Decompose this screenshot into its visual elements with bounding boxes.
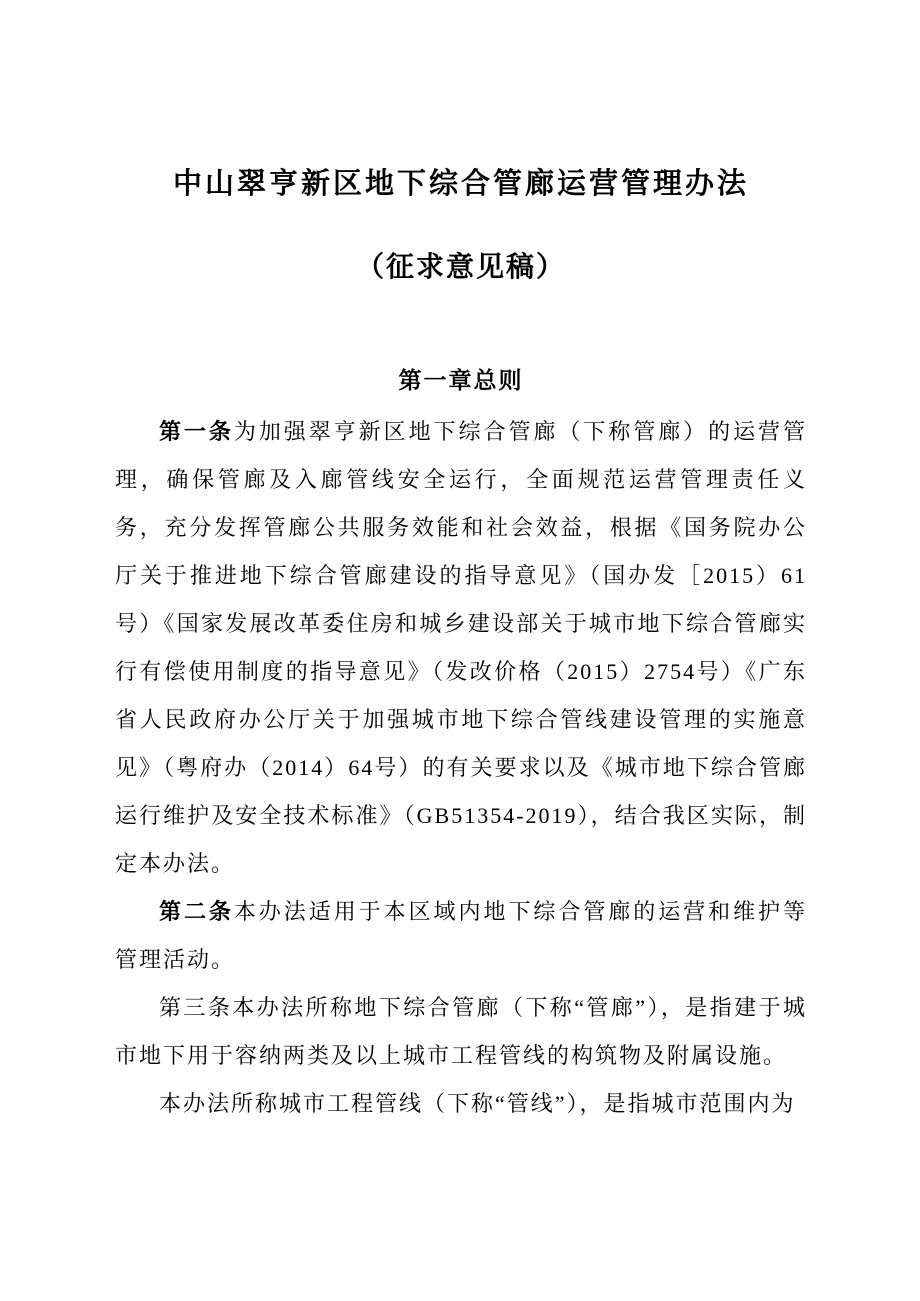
article-3-text: 第三条本办法所称地下综合管廊（下称“管廊”），是指建于城市地下用于容纳两类及以上城市工程管线的构筑物及附属设施。 xyxy=(115,995,808,1068)
paragraph-article-2 xyxy=(115,888,807,984)
chapter-heading: 第一章总则 xyxy=(398,368,524,393)
article-2-text: 本办法适用于本区域内地下综合管廊的运营和维护等管理活动。 xyxy=(115,899,807,972)
paragraph-article-1 xyxy=(115,408,807,888)
document-subtitle: （征求意见稿） xyxy=(355,252,566,283)
paragraph-article-3 xyxy=(115,984,807,1080)
document-body xyxy=(115,408,807,1128)
paragraph-article-3-continued xyxy=(115,1080,807,1128)
document-title: 中山翠亨新区地下综合管廊运营管理办法 xyxy=(172,168,749,200)
article-1-text: 为加强翠亨新区地下综合管廊（下称管廊）的运营管理，确保管廊及入廊管线安全运行，全面规范运营管理责任义务，充分发挥管廊公共服务效能和社会效益，根据《国务院办公厅关于推进地下综合管廊建设的指导意见》（国办发［2015）61号）《国家发展改革委住房和城乡建设部关于城市地下综合管廊实行有偿使用制度的指导意见》（发改价格（2015）2754号）《广东省人民政府办公厅关于加强城市地下综合管线建设管理的实施意见》（粤府办（2014）64号）的有关要求以及《城市地下综合管廊运行维护及安全技术标准》（GB51354-2019），结合我区实际，制定本办法。 xyxy=(115,419,807,876)
article-4-text: 本办法所称城市工程管线（下称“管线”），是指城市范围内为 xyxy=(159,1091,796,1116)
article-2-number: 第二条 xyxy=(159,899,234,924)
article-1-number: 第一条 xyxy=(159,419,234,444)
